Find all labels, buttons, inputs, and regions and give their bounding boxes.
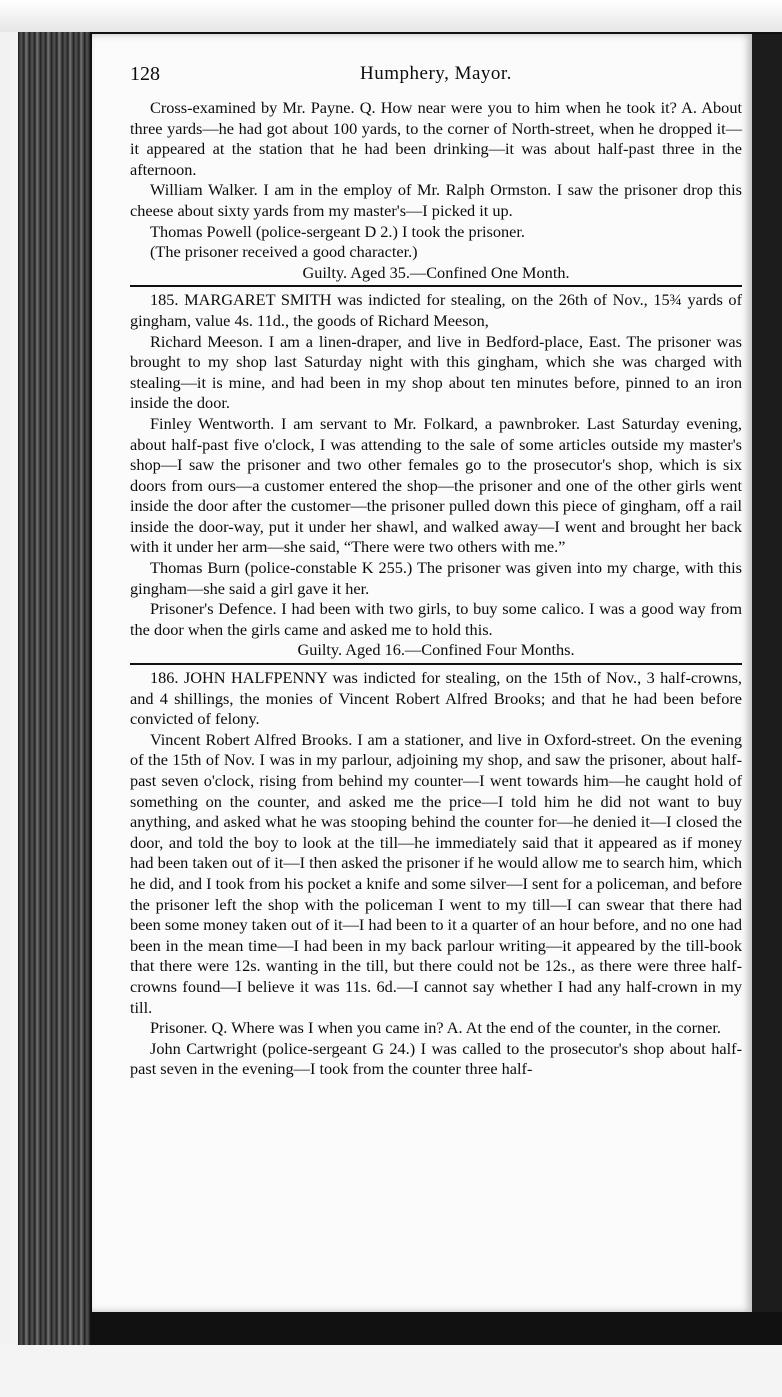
scan-bottom-margin (0, 1345, 782, 1397)
paragraph: Thomas Burn (police-constable K 255.) The prisoner was given into my charge, with this gingham—she said a girl gave it her. (130, 558, 742, 598)
paragraph: Cross-examined by Mr. Payne. Q. How near were you to him when he took it? A. About three yards—he had got about 100 yards, to the corner of North-street, when he dropped it—it appeared at the station that he had been drinking—it was about half-past three in the afternoon. (130, 98, 742, 179)
paragraph: William Walker. I am in the employ of Mr. Ralph Ormston. I saw the prisoner drop this cheese about sixty yards from my master's—I picked it up. (130, 180, 742, 220)
running-head (130, 58, 742, 98)
section-divider (130, 285, 742, 287)
paragraph: John Cartwright (police-sergeant G 24.) I was called to the prosecutor's shop about half-past seven in the evening—I took from the counter three half- (130, 1038, 742, 1079)
paragraph: Finley Wentworth. I am servant to Mr. Folkard, a pawnbroker. Last Saturday evening, about half-past five o'clock, I was attending to the sale of some articles outside my master's shop—I saw the prisoner and two other females go to the prosecutor's shop, which is six doors from ours—a customer entered the shop—the prisoner and one of the other girls went inside the door after the customer—the prisoner pulled down this piece of gingham, off a rail inside the door-way, put it under her shawl, and walked away—I went and brought her back with it under her arm—she said, “There were two others with me.” (130, 413, 742, 557)
scan-top-margin (0, 0, 782, 32)
paragraph: Prisoner. Q. Where was I when you came in? A. At the end of the counter, in the corner. (150, 1018, 721, 1038)
verdict: Guilty. Aged 35.—Confined One Month. (302, 262, 570, 282)
section-divider (130, 663, 742, 665)
page-right-edge (752, 34, 782, 1312)
page-number: 128 (130, 63, 160, 85)
paragraph: Prisoner's Defence. I had been with two girls, to buy some calico. I was a good way from the door when the girls came and asked me to hold this. (130, 599, 742, 639)
paragraph: (The prisoner received a good character.) (150, 242, 418, 262)
book-spine (18, 32, 90, 1345)
paragraph: Vincent Robert Alfred Brooks. I am a stationer, and live in Oxford-street. On the evening of the 15th of Nov. I was in my parlour, adjoining my shop, and saw the prisoner, about half-past seven o'clock, rising from behind my counter—I went towards him—he caught hold of something on the counter, and asked me the price—I told him he did not want to buy anything, and asked what he was stooping behind the counter for—he denied it—I closed the door, and told the boy to look at the till—he immediately said that it appeared as if money had been taken out of it—I then asked the prisoner if he would allow me to search him, which he did, and I took from his pocket a knife and some silver—I sent for a policeman, and before the prisoner left the shop with the policeman I went to my till—I can swear that there had been some money taken out of it—I had been to it a quarter of an hour before, and no one had been in the mean time—I had been in my back parlour writing—it appeared by the till-book that there were 12s. wanting in the till, but there could not be 12s., as there were three half-crowns found—I believe it was 11s. 6d.—I cannot say whether I had any half-crown in my till. (130, 729, 742, 1017)
running-title: Humphery, Mayor. (360, 63, 512, 84)
case-heading: 186. JOHN HALFPENNY was indicted for stealing, on the 15th of Nov., 3 half-crowns, and 4 shillings, the monies of Vincent Robert Alfred Brooks; and that he had been before convicted of felony. (130, 668, 742, 729)
page-text (130, 58, 742, 1080)
verdict: Guilty. Aged 16.—Confined Four Months. (297, 640, 575, 660)
case-heading: 185. MARGARET SMITH was indicted for stealing, on the 26th of Nov., 15¾ yards of gingham, value 4s. 11d., the goods of Richard Meeson, (130, 290, 742, 330)
paragraph: Richard Meeson. I am a linen-draper, and live in Bedford-place, East. The prisoner was brought to my shop last Saturday night with this gingham, which she was charged with stealing—it is mine, and had been in my shop about ten minutes before, pinned to an iron inside the door. (130, 331, 742, 413)
paragraph: Thomas Powell (police-sergeant D 2.) I took the prisoner. (150, 221, 525, 241)
